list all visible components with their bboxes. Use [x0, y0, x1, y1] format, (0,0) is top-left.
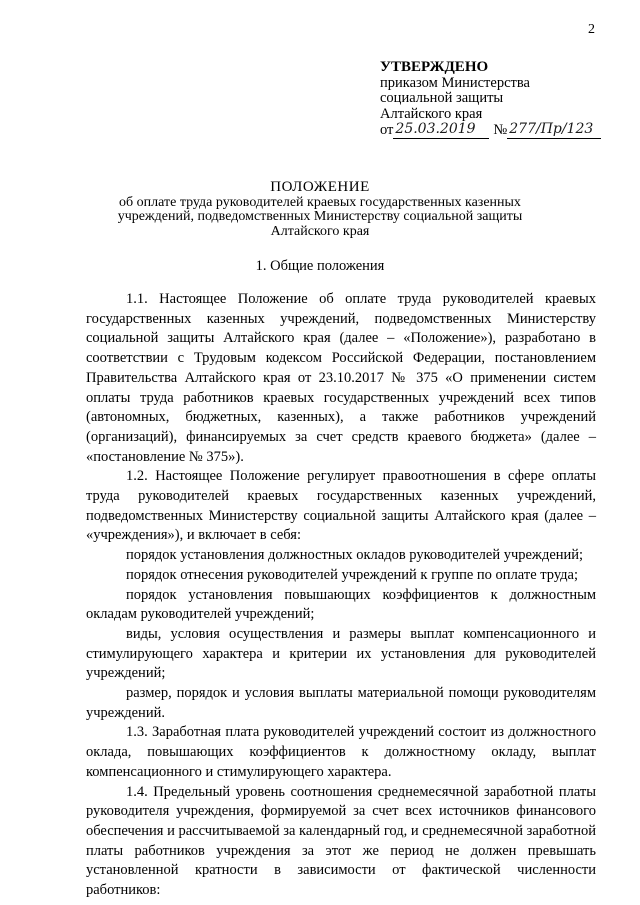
number-prefix: № — [493, 122, 508, 138]
list-item: порядок установления должностных окладов руководителей учреждений; — [126, 547, 584, 564]
page-number: 2 — [588, 22, 595, 37]
handwritten-order-number: 277/Пр/123 — [507, 122, 601, 139]
list-item: размер, порядок и условия выплаты материальной помощи руководителям учреждений. — [86, 685, 596, 721]
approval-line: приказом Министерства — [380, 74, 530, 91]
document-title-block — [0, 180, 640, 239]
paragraph: 1.1. Настоящее Положение об оплате труда руководителей краевых государственных казенных учреждений, подведомственных Министерству социальной защиты Алтайского края (далее – «Положение»), разработано в соответствии с Трудовым кодексом Российской Федерации, постановлением Правительства Алтайского края от 23.10.2017 № 375 «О применении систем оплаты труда работников краевых государственных учреждений всех типов (автономных, бюджетных, казенных), а также работников учреждений (организаций), финансируемых за счет средств краевого бюджета» (далее – «постановление № 375»). — [86, 291, 596, 465]
approval-line: Алтайского края — [380, 105, 483, 122]
document-subtitle: об оплате труда руководителей краевых государственных казенных учреждений, подведомственных Министерству социальной защиты Алтайского края — [117, 194, 523, 239]
paragraph: 1.3. Заработная плата руководителей учреждений состоит из должностного оклада, повышающих коэффициентов к должностному окладу, выплат компенсационного и стимулирующего характера. — [86, 724, 596, 780]
list-item: порядок отнесения руководителей учреждений к группе по оплате труда; — [126, 566, 579, 583]
paragraph: 1.2. Настоящее Положение регулирует правоотношения в сфере оплаты труда руководителей краевых государственных казенных учреждений, подведомственных Министерству социальной защиты Алтайского края (далее – «учреждения»), и включает в себя: — [86, 468, 596, 544]
document-body — [86, 290, 596, 901]
list-item: виды, условия осуществления и размеры выплат компенсационного и стимулирующего характера и критерии их установления для руководителей учреждений; — [86, 625, 596, 682]
approval-stamp-block — [380, 60, 601, 139]
approval-date-line — [380, 122, 601, 139]
paragraph: 1.4. Предельный уровень соотношения среднемесячной заработной платы руководителя учреждения, формируемой за счет всех источников финансового обеспечения и рассчитываемой за календарный год, и среднемесячной заработной платы работников учреждения за этот же период не должен превышать установленной кратности в зависимости от фактической численности работников: — [86, 783, 596, 899]
list-item: порядок установления повышающих коэффициентов к должностным окладам руководителей учреждений; — [86, 586, 596, 623]
handwritten-date: 25.03.2019 — [393, 122, 489, 139]
section-heading: 1. Общие положения — [255, 258, 385, 274]
document-title: ПОЛОЖЕНИЕ — [270, 179, 370, 195]
approval-line: социальной защиты — [380, 90, 504, 106]
date-prefix: от — [380, 122, 394, 138]
approval-heading: УТВЕРЖДЕНО — [380, 59, 489, 75]
